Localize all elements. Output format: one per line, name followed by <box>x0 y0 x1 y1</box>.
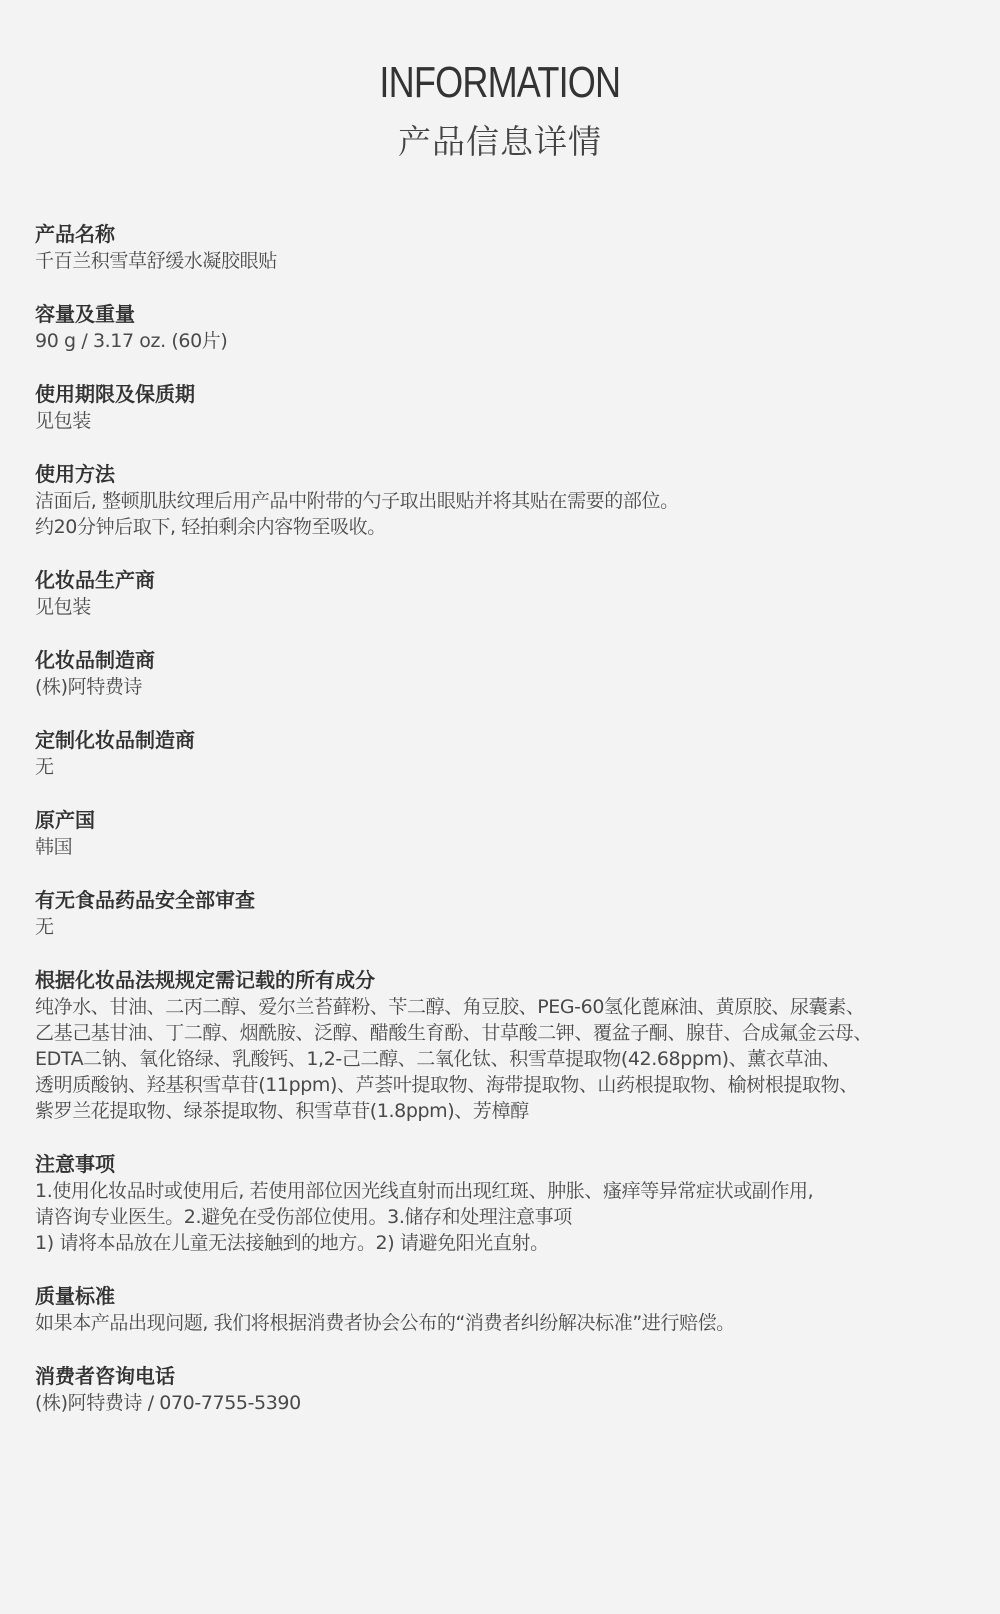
info-section <box>35 566 965 620</box>
info-section <box>35 726 965 780</box>
info-section <box>35 220 965 274</box>
info-section <box>35 380 965 434</box>
info-label: 注意事项 <box>35 1152 115 1176</box>
info-section <box>35 460 965 540</box>
info-label: 根据化妆品法规规定需记载的所有成分 <box>35 968 375 992</box>
page-header <box>0 0 1000 164</box>
info-section <box>35 300 965 354</box>
info-section <box>35 806 965 860</box>
info-label: 原产国 <box>35 808 95 832</box>
info-value-line: EDTA二钠、氧化铬绿、乳酸钙、1,2-己二醇、二氧化钛、积雪草提取物(42.68ppm)、薰衣草油、 <box>35 1048 841 1070</box>
info-label: 产品名称 <box>35 222 115 246</box>
info-value-line: (株)阿特费诗 / 070-7755-5390 <box>35 1392 301 1414</box>
info-value-line: 紫罗兰花提取物、绿茶提取物、积雪草苷(1.8ppm)、芳樟醇 <box>35 1100 529 1122</box>
info-value-line: 约20分钟后取下, 轻拍剩余内容物至吸收。 <box>35 516 386 538</box>
info-value-line: 1.使用化妆品时或使用后, 若使用部位因光线直射而出现红斑、肿胀、瘙痒等异常症状或副作用, <box>35 1180 814 1202</box>
info-value-line: 韩国 <box>35 836 73 858</box>
info-value-line: 见包装 <box>35 596 91 618</box>
info-label: 使用方法 <box>35 462 115 486</box>
info-value-line: 千百兰积雪草舒缓水凝胶眼贴 <box>35 250 277 272</box>
info-value-line: 见包装 <box>35 410 91 432</box>
info-section <box>35 646 965 700</box>
info-label: 消费者咨询电话 <box>35 1364 175 1388</box>
page-title-en: INFORMATION <box>379 58 621 107</box>
info-section <box>35 966 965 1124</box>
info-label: 化妆品生产商 <box>35 568 155 592</box>
info-label: 有无食品药品安全部审查 <box>35 888 255 912</box>
info-label: 使用期限及保质期 <box>35 382 195 406</box>
info-label: 化妆品制造商 <box>35 648 155 672</box>
info-value-line: (株)阿特费诗 <box>35 676 143 698</box>
title-wrap <box>0 56 1000 110</box>
info-value-line: 90 g / 3.17 oz. (60片) <box>35 330 228 352</box>
info-label: 容量及重量 <box>35 302 135 326</box>
info-label: 质量标准 <box>35 1284 115 1308</box>
info-value-line: 洁面后, 整顿肌肤纹理后用产品中附带的勺子取出眼贴并将其贴在需要的部位。 <box>35 490 679 512</box>
info-value-line: 无 <box>35 756 54 778</box>
info-value-line: 1) 请将本品放在儿童无法接触到的地方。2) 请避免阳光直射。 <box>35 1232 549 1254</box>
info-label: 定制化妆品制造商 <box>35 728 195 752</box>
info-section <box>35 1362 965 1416</box>
info-value-line: 纯净水、甘油、二丙二醇、爱尔兰苔藓粉、苄二醇、角豆胶、PEG-60氢化蓖麻油、黄原胶、尿囊素、 <box>35 996 865 1018</box>
info-value-line: 乙基己基甘油、丁二醇、烟酰胺、泛醇、醋酸生育酚、甘草酸二钾、覆盆子酮、腺苷、合成氟金云母、 <box>35 1022 873 1044</box>
info-list <box>35 220 965 1442</box>
info-value-line: 无 <box>35 916 54 938</box>
info-value-line: 如果本产品出现问题, 我们将根据消费者协会公布的“消费者纠纷解决标准”进行赔偿。 <box>35 1312 735 1334</box>
info-value-line: 请咨询专业医生。2.避免在受伤部位使用。3.储存和处理注意事项 <box>35 1206 572 1228</box>
info-section <box>35 1150 965 1256</box>
info-value-line: 透明质酸钠、羟基积雪草苷(11ppm)、芦荟叶提取物、海带提取物、山药根提取物、榆树根提取物、 <box>35 1074 858 1096</box>
info-section <box>35 886 965 940</box>
info-section <box>35 1282 965 1336</box>
page-title-cn: 产品信息详情 <box>398 122 602 161</box>
